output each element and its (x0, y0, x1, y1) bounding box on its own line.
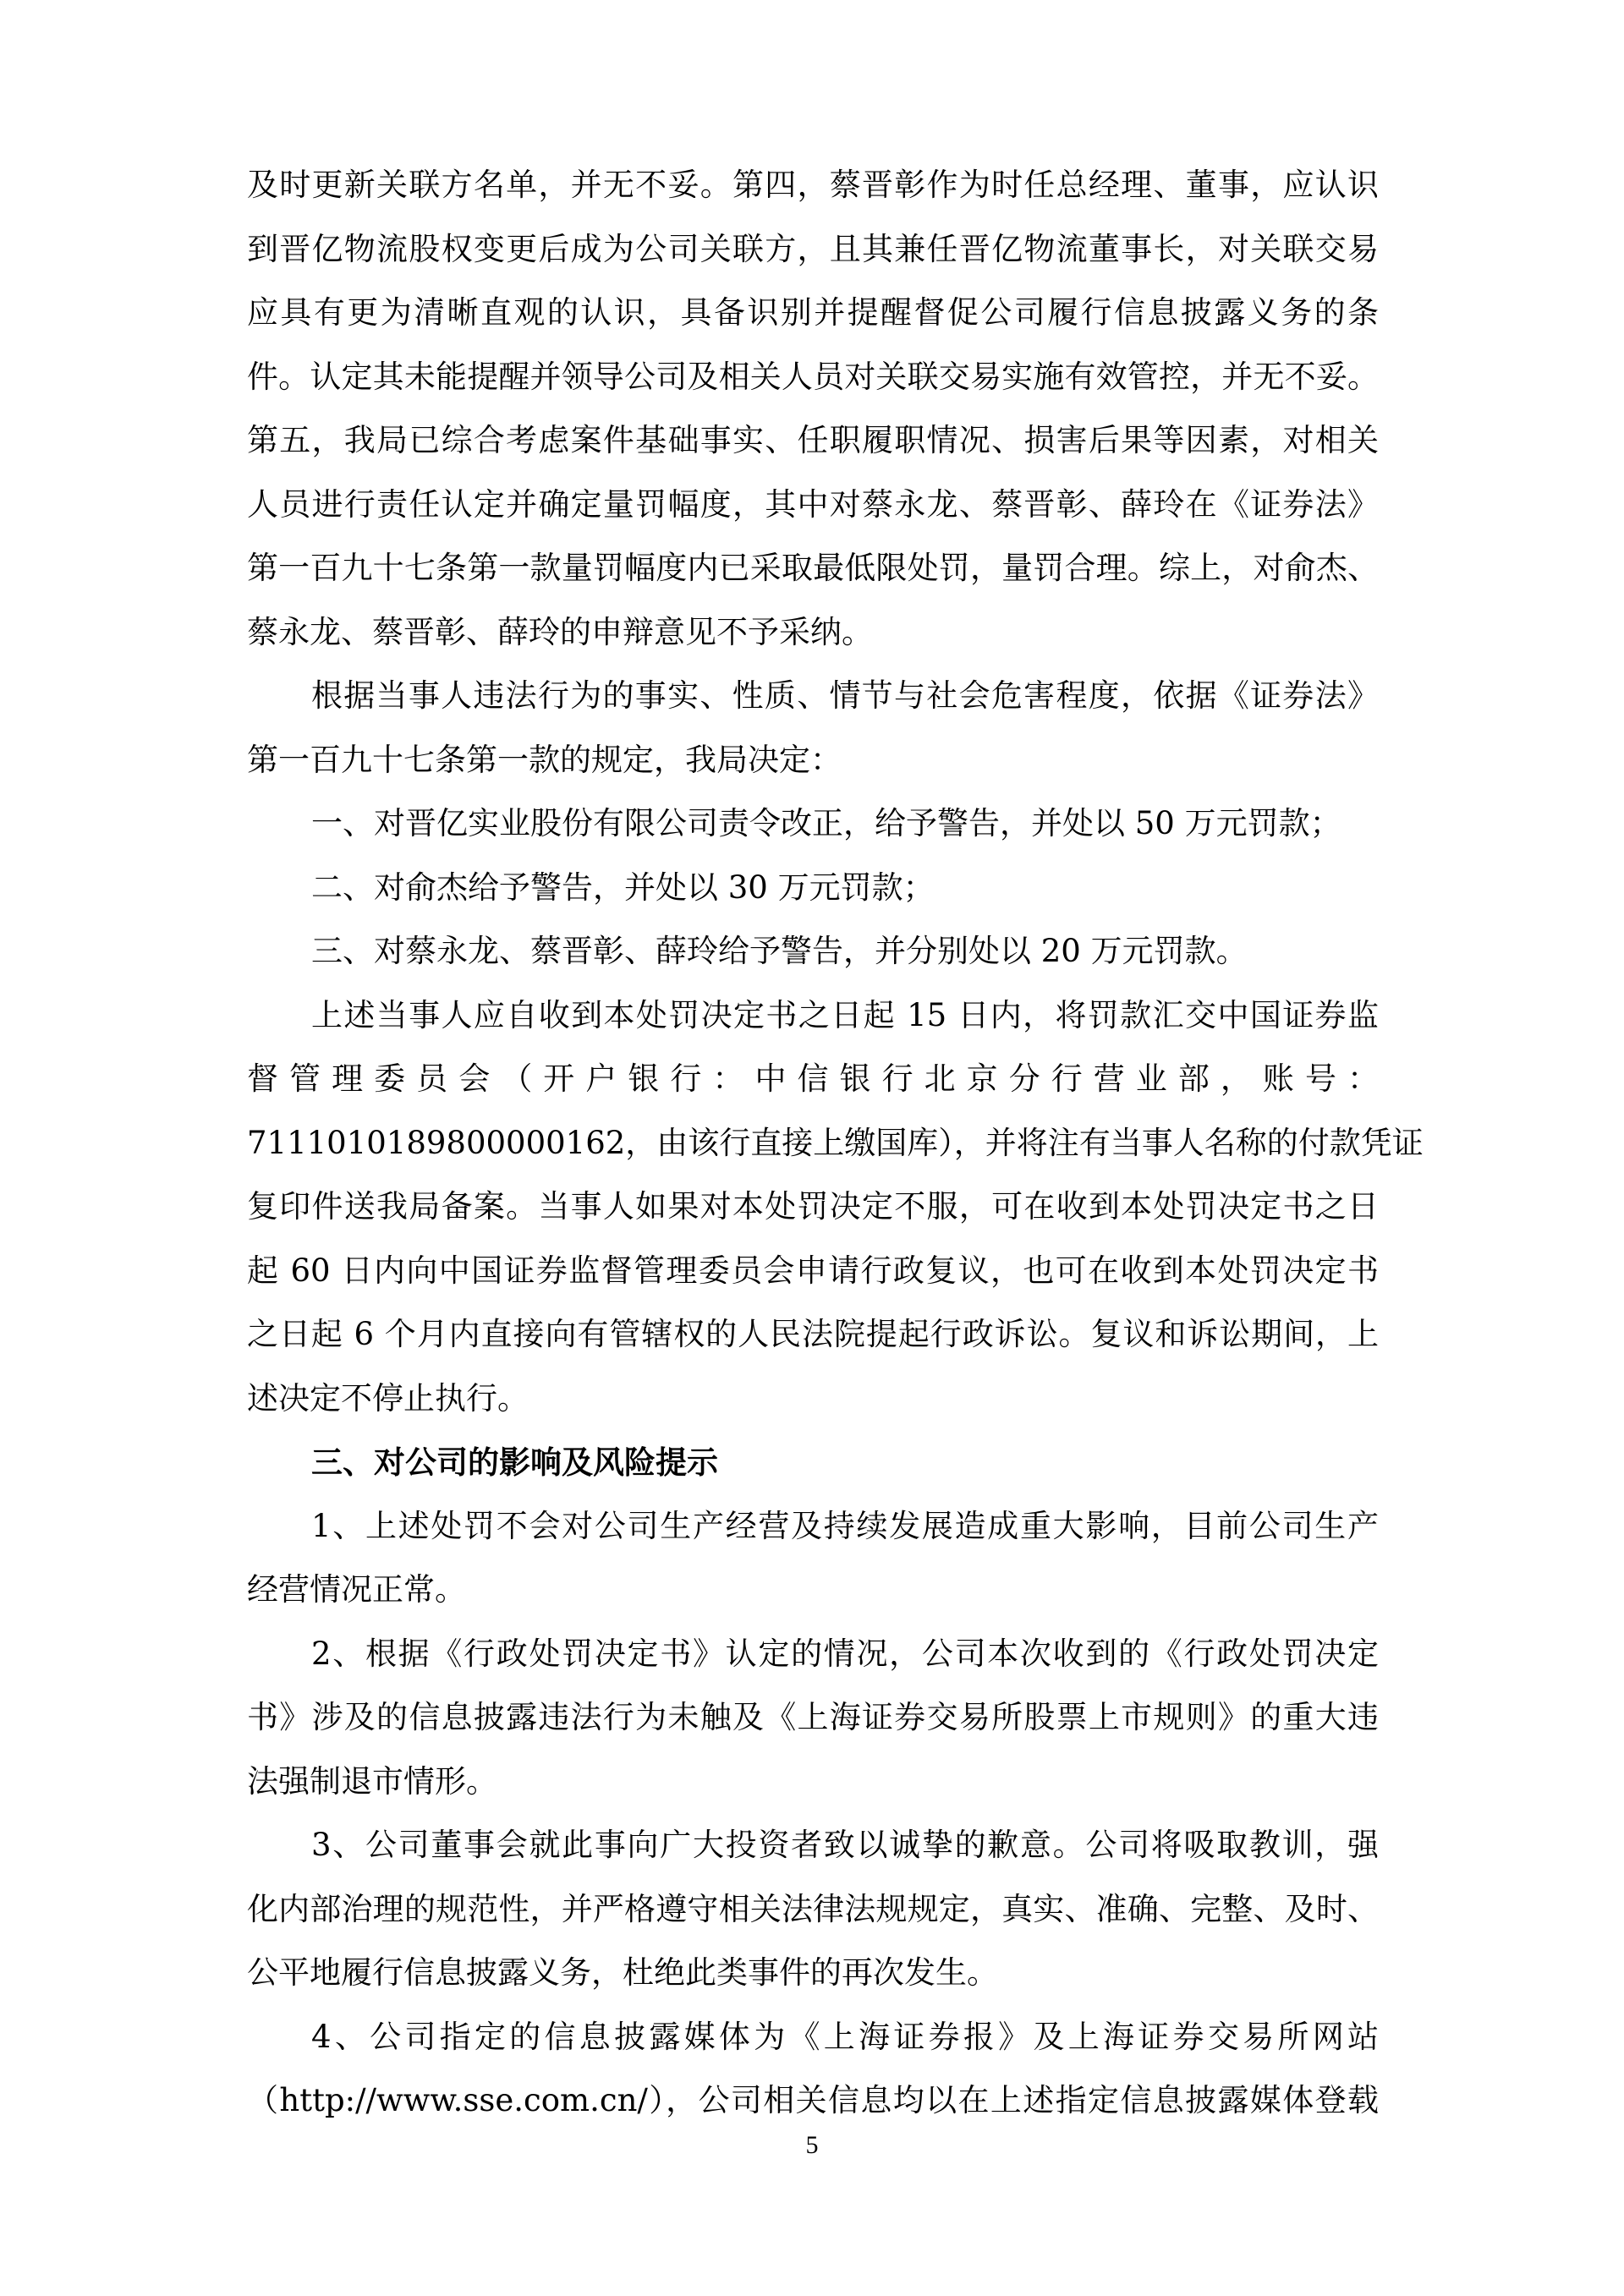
body-line: 根据当事人违法行为的事实、性质、情节与社会危害程度，依据《证券法》 (311, 677, 1379, 714)
document-body (247, 161, 1424, 2140)
body-line: 上述当事人应自收到本处罚决定书之日起 15 日内，将罚款汇交中国证券监 (311, 996, 1379, 1033)
body-line: 第一百九十七条第一款的规定，我局决定： (247, 741, 842, 778)
body-line: 化内部治理的规范性，并严格遵守相关法律法规规定，真实、准确、完整、及时、 (247, 1890, 1379, 1927)
risk-item-2: 2、根据《行政处罚决定书》认定的情况，公司本次收到的《行政处罚决定 (311, 1635, 1379, 1672)
body-line: 起 60 日内向中国证券监督管理委员会申请行政复议，也可在收到本处罚决定书 (247, 1252, 1379, 1289)
penalty-item-2: 二、对俞杰给予警告，并处以 30 万元罚款； (311, 869, 935, 906)
body-line: 第五，我局已综合考虑案件基础事实、任职履职情况、损害后果等因素，对相关 (247, 422, 1379, 458)
body-line: 到晋亿物流股权变更后成为公司关联方，且其兼任晋亿物流董事长，对关联交易 (247, 230, 1379, 267)
risk-item-3: 3、公司董事会就此事向广大投资者致以诚挚的歉意。公司将吸取教训，强 (311, 1827, 1379, 1863)
risk-item-1: 1、上述处罚不会对公司生产经营及持续发展造成重大影响，目前公司生产 (311, 1507, 1379, 1544)
body-line: 述决定不停止执行。 (247, 1379, 529, 1417)
body-line: 书》涉及的信息披露违法行为未触及《上海证券交易所股票上市规则》的重大违 (247, 1699, 1379, 1735)
body-line: 复印件送我局备案。当事人如果对本处罚决定不服，可在收到本处罚决定书之日 (247, 1188, 1379, 1225)
risk-item-4: 4、公司指定的信息披露媒体为《上海证券报》及上海证券交易所网站 (311, 2018, 1379, 2055)
body-line: 人员进行责任认定并确定量罚幅度，其中对蔡永龙、蔡晋彰、薛玲在《证券法》 (247, 485, 1379, 523)
body-line: 及时更新关联方名单，并无不妥。第四，蔡晋彰作为时任总经理、董事，应认识 (247, 167, 1379, 203)
body-line: 公平地履行信息披露义务，杜绝此类事件的再次发生。 (247, 1954, 998, 1991)
sse-website-link-line[interactable]: （http://www.sse.com.cn/），公司相关信息均以在上述指定信息披露媒体登载 (247, 2082, 1379, 2118)
penalty-item-3: 三、对蔡永龙、蔡晋彰、薛玲给予警告，并分别处以 20 万元罚款。 (311, 933, 1248, 969)
body-line: 法强制退市情形。 (247, 1762, 497, 1800)
section-heading: 三、对公司的影响及风险提示 (311, 1444, 718, 1481)
body-line: 督管理委员会（开户银行：中信银行北京分行营业部，账号： (247, 1060, 1379, 1097)
body-line: 件。认定其未能提醒并领导公司及相关人员对关联交易实施有效管控，并无不妥。 (247, 358, 1379, 395)
body-line: 第一百九十七条第一款量罚幅度内已采取最低限处罚，量罚合理。综上，对俞杰、 (247, 550, 1379, 586)
penalty-item-1: 一、对晋亿实业股份有限公司责令改正，给予警告，并处以 50 万元罚款； (311, 805, 1341, 841)
body-line: 7111010189800000162，由该行直接上缴国库），并将注有当事人名称的付款凭证 (247, 1124, 1424, 1161)
body-line: 经营情况正常。 (247, 1571, 466, 1608)
body-line: 应具有更为清晰直观的认识，具备识别并提醒督促公司履行信息披露义务的条 (247, 294, 1379, 331)
body-line: 之日起 6 个月内直接向有管辖权的人民法院提起行政诉讼。复议和诉讼期间，上 (247, 1316, 1379, 1352)
body-line: 蔡永龙、蔡晋彰、薛玲的申辩意见不予采纳。 (247, 613, 873, 650)
page-number: 5 (805, 2131, 819, 2159)
